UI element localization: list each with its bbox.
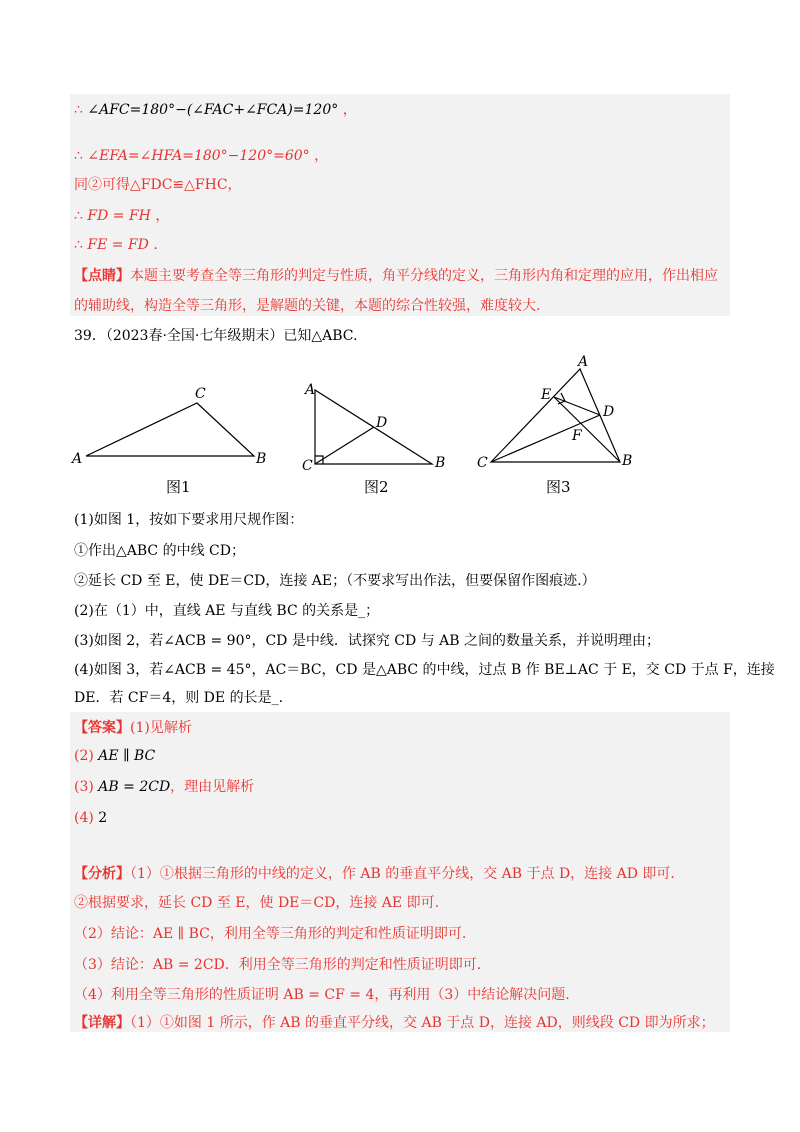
figure-3 bbox=[491, 369, 620, 462]
question-1a: ①作出△ABC 的中线 CD； bbox=[74, 543, 245, 559]
question-2: (2)在（1）中，直线 AE 与直线 BC 的关系是_； bbox=[74, 603, 380, 619]
prev-line-1 bbox=[74, 100, 357, 120]
fig1-triangle bbox=[86, 403, 254, 456]
analysis-tag: 【分析】 bbox=[74, 866, 130, 882]
answer-line-2 bbox=[74, 746, 155, 766]
answer-2-num: (2) bbox=[74, 748, 94, 764]
figure-1 bbox=[86, 403, 254, 456]
prev-line-2 bbox=[74, 146, 328, 166]
punct: ， bbox=[342, 102, 357, 118]
answer-1: (1)见解析 bbox=[130, 720, 192, 736]
comment-line-1 bbox=[74, 266, 718, 286]
problem-heading: 39．（2023春·全国·七年级期末）已知△ABC. bbox=[74, 328, 358, 344]
comment-tag: 【点睛】 bbox=[74, 268, 130, 284]
fig3-label-D: D bbox=[603, 404, 615, 420]
analysis-text: （1）①根据三角形的中线的定义，作 AB 的垂直平分线，交 AB 于点 D，连接 AD 即可. bbox=[130, 866, 675, 882]
comment-line-2: 的辅助线，构造全等三角形，是解题的关键，本题的综合性较强，难度较大. bbox=[74, 298, 541, 314]
analysis-line-5: （4）利用全等三角形的性质证明 AB = CF = 4，再利用（3）中结论解决问题. bbox=[74, 987, 570, 1003]
question-3: (3)如图 2，若∠ACB = 90°，CD 是中线．试探究 CD 与 AB 之间的数量关系，并说明理由； bbox=[74, 633, 660, 649]
formula: FD = FH bbox=[87, 208, 151, 224]
analysis-line-2: ②根据要求，延长 CD 至 E，使 DE＝CD，连接 AE 即可. bbox=[74, 895, 440, 911]
punct: ， bbox=[155, 208, 170, 224]
analysis-line-3: （2）结论：AE ∥ BC，利用全等三角形的判定和性质证明即可. bbox=[74, 926, 467, 942]
fig2-label-C: C bbox=[302, 458, 313, 474]
detail-text: （1）①如图 1 所示，作 AB 的垂直平分线，交 AB 于点 D，连接 AD，则线段 CD 即为所求； bbox=[130, 1015, 715, 1031]
fig2-label-A: A bbox=[305, 382, 316, 398]
fig3-caption: 图3 bbox=[546, 478, 571, 496]
fig3-label-A: A bbox=[578, 354, 589, 370]
fig2-caption: 图2 bbox=[364, 478, 389, 496]
therefore-symbol: ∴ bbox=[74, 148, 83, 164]
figures bbox=[0, 352, 800, 502]
formula: ∠EFA=∠HFA=180°−120°=60° bbox=[87, 148, 310, 164]
answer-line-4 bbox=[74, 808, 107, 828]
answer-3-tail: ，理由见解析 bbox=[170, 779, 255, 795]
therefore-symbol: ∴ bbox=[74, 102, 83, 118]
therefore-symbol: ∴ bbox=[74, 237, 83, 253]
answer-line-1 bbox=[74, 718, 192, 738]
fig3-label-E: E bbox=[541, 387, 552, 403]
fig1-label-A: A bbox=[72, 451, 83, 467]
answer-4-num: (4) bbox=[74, 810, 94, 826]
fig2-label-B: B bbox=[435, 455, 446, 471]
question-1b: ②延长 CD 至 E，使 DE＝CD，连接 AE；（不要求写出作法，但要保留作图痕迹.） bbox=[74, 573, 596, 589]
punct: ， bbox=[314, 148, 329, 164]
question-1: (1)如图 1，按如下要求用尺规作图： bbox=[74, 512, 304, 528]
question-4a: (4)如图 3，若∠ACB = 45°，AC＝BC，CD 是△ABC 的中线，过点 B 作 BE⊥AC 于 E，交 CD 于点 F，连接 bbox=[74, 662, 775, 678]
formula: FE = FD bbox=[87, 237, 149, 253]
detail-line-1 bbox=[74, 1013, 715, 1033]
fig2-label-D: D bbox=[376, 415, 388, 431]
formula: ∠AFC=180°−(∠FAC+∠FCA)=120° bbox=[87, 102, 339, 118]
analysis-line-4: （3）结论：AB = 2CD．利用全等三角形的判定和性质证明即可. bbox=[74, 957, 482, 973]
fig2-median bbox=[315, 427, 374, 464]
detail-tag: 【详解】 bbox=[74, 1015, 130, 1031]
prev-line-4 bbox=[74, 206, 169, 226]
fig3-label-C: C bbox=[477, 455, 488, 471]
fig3-cd bbox=[491, 415, 600, 462]
figure-2 bbox=[315, 390, 432, 464]
question-4b: DE．若 CF＝4，则 DE 的长是_. bbox=[74, 690, 284, 706]
answer-4: 2 bbox=[98, 810, 108, 826]
answer-3-num: (3) bbox=[74, 779, 94, 795]
fig3-triangle bbox=[491, 369, 620, 462]
answer-3: AB = 2CD bbox=[98, 779, 171, 795]
fig3-label-B: B bbox=[622, 453, 633, 469]
answer-2: AE ∥ BC bbox=[98, 748, 156, 764]
punct: . bbox=[153, 237, 158, 253]
answer-tag: 【答案】 bbox=[74, 720, 130, 736]
comment-text: 本题主要考查全等三角形的判定与性质，角平分线的定义，三角形内角和定理的应用，作出相应 bbox=[130, 268, 718, 284]
therefore-symbol: ∴ bbox=[74, 208, 83, 224]
prev-line-3: 同②可得△FDC≌△FHC， bbox=[74, 177, 242, 193]
fig1-label-B: B bbox=[256, 451, 267, 467]
fig3-label-F: F bbox=[572, 428, 582, 444]
fig1-label-C: C bbox=[195, 386, 206, 402]
analysis-line-1 bbox=[74, 864, 675, 884]
answer-line-3 bbox=[74, 777, 254, 797]
prev-line-5 bbox=[74, 235, 158, 255]
fig1-caption: 图1 bbox=[166, 478, 191, 496]
